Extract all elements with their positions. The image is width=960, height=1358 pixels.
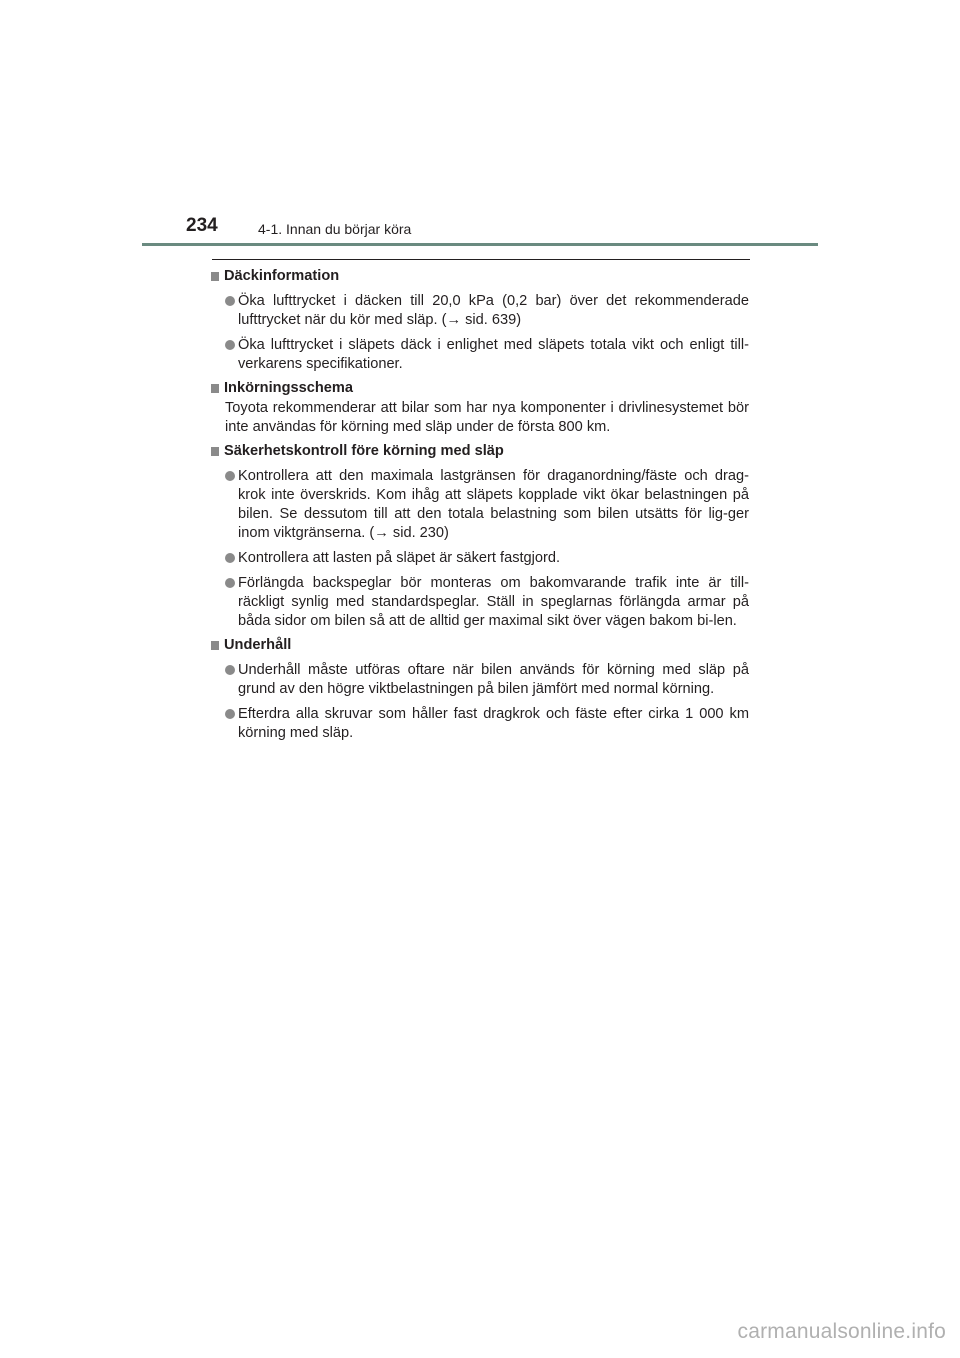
watermark: carmanualsonline.info xyxy=(737,1320,946,1343)
circle-bullet-icon xyxy=(225,340,235,350)
arrow-right-icon: → xyxy=(374,525,389,541)
section-maintenance xyxy=(211,636,749,743)
section-heading xyxy=(211,379,749,398)
circle-bullet-icon xyxy=(225,553,235,563)
arrow-right-icon: → xyxy=(446,312,462,328)
section-heading-text: Underhåll xyxy=(224,637,292,653)
list-item xyxy=(211,467,749,543)
list-item xyxy=(211,705,749,743)
page-reference: sid. 230) xyxy=(388,525,449,541)
list-item-text xyxy=(238,292,749,330)
section-safety-check xyxy=(211,442,749,631)
list-item-text xyxy=(238,467,749,543)
list-item xyxy=(211,549,749,568)
circle-bullet-icon xyxy=(225,709,235,719)
square-bullet-icon xyxy=(211,641,219,650)
header-divider xyxy=(142,243,818,246)
square-bullet-icon xyxy=(211,384,219,393)
page-reference: sid. 639) xyxy=(461,312,522,328)
list-item-text: Underhåll måste utföras oftare när bilen används för körning med släp på grund av den högre viktbelastningen på bilen jämfört med normal körning. xyxy=(238,662,749,697)
section-break-in-schedule xyxy=(211,379,749,437)
section-heading-text: Säkerhetskontroll före körning med släp xyxy=(224,443,504,459)
list-item-text: Kontrollera att lasten på släpet är säkert fastgjord. xyxy=(238,550,561,566)
list-item-text: Förlängda backspeglar bör monteras om bakomvarande trafik inte är till-räckligt synlig med standardspeglar. Ställ in speglarnas förlängda armar på båda sidor om bilen så att de alltid ger maximal sikt över vägen bakom bi-len. xyxy=(238,575,749,629)
circle-bullet-icon xyxy=(225,471,235,481)
list-item-text: Öka lufttrycket i släpets däck i enlighet med släpets totala vikt och enligt till-verkarens specifikationer. xyxy=(238,337,749,372)
page-content xyxy=(211,267,749,748)
square-bullet-icon xyxy=(211,447,219,456)
section-heading xyxy=(211,442,749,461)
section-heading-text: Inkörningsschema xyxy=(224,380,353,396)
circle-bullet-icon xyxy=(225,296,235,306)
page-number: 234 xyxy=(186,215,218,236)
chapter-title: 4-1. Innan du börjar köra xyxy=(258,221,412,237)
section-body-text: Toyota rekommenderar att bilar som har nya komponenter i drivlinesystemet bör inte användas för körning med släp under de första 800 km. xyxy=(225,400,749,435)
list-item xyxy=(211,661,749,699)
section-heading xyxy=(211,636,749,655)
text-segment: Kontrollera att den maximala lastgränsen för draganordning/fäste och drag-krok inte överskrids. Kom ihåg att släpets kopplade vikt ökar belastningen på bilen. Se dessutom till att den totala belastning som bilen utsätts för lig-ger inom viktgränserna. ( xyxy=(238,468,749,541)
circle-bullet-icon xyxy=(225,578,235,588)
list-item xyxy=(211,336,749,374)
list-item xyxy=(211,574,749,631)
square-bullet-icon xyxy=(211,272,219,281)
text-segment: Öka lufttrycket i däcken till 20,0 kPa (0,2 bar) över det rekommenderade lufttrycket när du kör med släp. ( xyxy=(238,293,749,328)
list-item-text: Efterdra alla skruvar som håller fast dragkrok och fäste efter cirka 1 000 km körning med släp. xyxy=(238,706,749,741)
section-divider xyxy=(212,259,750,260)
section-tire-information xyxy=(211,267,749,374)
section-heading-text: Däckinformation xyxy=(224,268,340,284)
section-heading xyxy=(211,267,749,286)
list-item xyxy=(211,292,749,330)
circle-bullet-icon xyxy=(225,665,235,675)
